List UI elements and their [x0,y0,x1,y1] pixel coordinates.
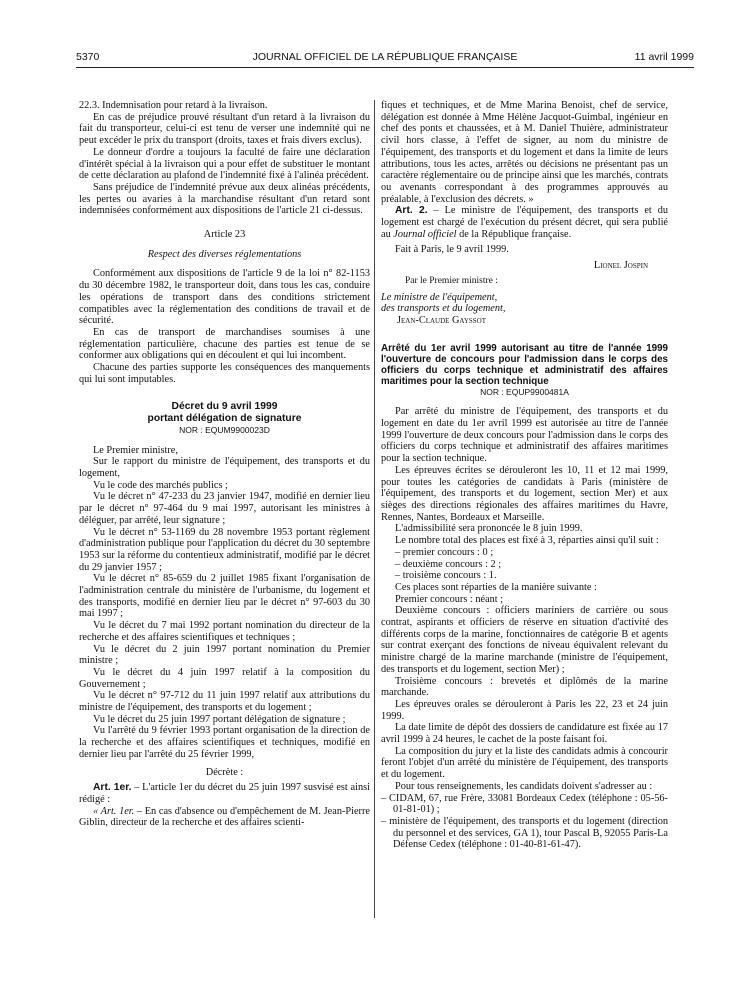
right-column [381,100,668,851]
paragraph: En cas de transport de marchandises soumises à une réglementation particulière, chacune des parties est tenue de se conformer aux obligations qui en découlent et qui lui incombent. [79,326,370,362]
paragraph: Conformément aux dispositions de l'article 9 de la loi n° 82-1153 du 30 décembre 1982, le transporteur doit, dans tous les cas, conduire les opérations de transport dans des conditions strictement compatibles avec la réglementation des conditions de travail et de sécurité. [79,268,370,327]
left-column [79,100,370,829]
visa: Vu le code des marchés publics ; [93,479,228,491]
paragraph: Par arrêté du ministre de l'équipement, des transports et du logement en date du 1er avril 1999 est autorisée au titre de l'année 1999 l'ouverture de deux concours pour l'admission dans le corps des officiers du corps technique et administratif des affaires maritimes pour la section technique. [381,406,668,465]
list-item: – CIDAM, 67, rue Frère, 33081 Bordeaux Cedex (téléphone : 05-56-01-81-01) ; [381,792,668,816]
decree-title: Décret du 9 avril 1999 [171,401,278,413]
article-1-quote [79,806,370,829]
paragraph: Les épreuves orales se dérouleront à Paris les 22, 23 et 24 juin 1999. [381,698,668,722]
article-1-label: Art. 1er. [93,782,132,794]
list-item: – ministère de l'équipement, des transports et du logement (direction du personnel et des services, GA 1), tour Pascal B, 92055 Paris-La Défense Cedex (téléphone : 01-40-81-61-47). [381,815,668,851]
visa: Vu le décret du 7 mai 1992 portant nomination du directeur de la recherche et des affaires scientifiques et techniques ; [79,620,370,643]
par-le-premier-ministre: Par le Premier ministre : [405,275,498,286]
article-1-text: – L'article 1er du décret du 25 juin 1997 susvisé est ainsi rédigé : [79,782,370,805]
issue-date: 11 avril 1999 [634,51,694,63]
paragraph: Premier concours : néant ; [395,593,504,605]
header-rule [76,67,694,68]
paragraph: Sans préjudice de l'indemnité prévue aux deux alinéas précédents, les pertes ou avaries à la marchandise résultant d'un retard sont indemnisées conformément aux dispositions de l'article 21 ci-dessus. [79,181,370,217]
decrete-label: Décrète : [205,766,244,778]
visa: Vu le décret n° 53-1169 du 28 novembre 1953 portant règlement d'administration publique pour l'application du décret du 30 septembre 1953 sur la réforme du contentieux administratif, modifié par le décret du 29 janvier 1957 ; [79,526,370,573]
paragraph: La composition du jury et la liste des candidats admis à concourir feront l'objet d'un arrêté du ministère de l'équipement, des transports et du logement. [381,745,668,781]
paragraph: Les épreuves écrites se dérouleront les 10, 11 et 12 mai 1999, pour toutes les catégories de candidats à Paris (ministère de l'équipement, des transports et du logement, section Mer) et aux sièges des directions régionales des affaires maritimes du Havre, Rennes, Nantes, Bordeaux et Marseille. [381,464,668,523]
paragraph: Le donneur d'ordre a toujours la faculté de faire une déclaration d'intérêt spécial à la livraison qui a pour effet de substituer le montant de cette déclaration au plafond de l'indemnité fixé à l'alinéa précédent. [79,146,370,182]
paragraph: Pour tous renseignements, les candidats doivent s'adresser au : [395,780,653,792]
page-number: 5370 [76,51,100,63]
visa: Vu le décret n° 47-233 du 23 janvier 1947, modifié en dernier lieu par le décret n° 97-464 du 9 mai 1997, autorisant les ministres à déléguer, par arrêté, leur signature ; [79,491,370,526]
journal-title: JOURNAL OFFICIEL DE LA RÉPUBLIQUE FRANÇAISE [252,51,518,63]
section-22-3-title: 22.3. Indemnisation pour retard à la livraison. [79,100,268,111]
arrete-nor: NOR : EQUP9900481A [480,386,569,397]
journal-officiel-ref: Journal officiel [393,228,457,240]
paragraph: Ces places sont réparties de la manière suivante : [395,581,597,593]
minister-name: Jean-Claude Gayssot [397,314,487,326]
article-23-heading: Article 23 [203,229,246,241]
visa: Vu le décret du 25 juin 1997 portant délégation de signature ; [93,713,346,725]
paragraph: L'admissibilité sera prononcée le 8 juin 1999. [395,523,583,535]
paragraph: Chacune des parties supporte les conséquences des manquements qui lui sont imputables. [79,362,370,385]
visa: Vu le décret du 4 juin 1997 relatif à la composition du Gouvernement ; [79,666,370,690]
decree-nor: NOR : EQUM9900023D [179,424,270,435]
page-header [76,51,694,67]
article-1 [79,782,370,805]
minister-title-1: Le ministre de l'équipement, [381,291,498,303]
list-item: – deuxième concours : 2 ; [395,558,502,570]
arrete-title: Arrêté du 1er avril 1999 autorisant au titre de l'année 1999 l'ouverture de concours pour l'admission dans le corps des officiers du corps technique et administratif des affaires maritimes pour la section technique [381,342,668,387]
visa: Sur le rapport du ministre de l'équipement, des transports et du logement, [79,456,370,479]
decree-subtitle: portant délégation de signature [147,413,302,425]
article-1-quote-text: – En cas d'absence ou d'empêchement de M. Jean-Pierre Giblin, directeur de la recherche et des affaires scienti- [79,805,370,829]
paragraph: Deuxième concours : officiers mariniers de carrière ou sous contrat, aspirants et officiers de réserve en situation d'activité des différents corps de la marine, fonctionnaires de catégorie B et agents sur contrat exerçant des fonctions de niveau équivalent relevant du ministre chargé de la marine marchande (ministre de l'équipement, des transports et du logement, section Mer) ; [381,605,668,675]
article-2-label: Art. 2. [395,205,428,217]
paragraph: Troisième concours : brevetés et diplômés de la marine marchande. [381,675,668,699]
column-separator [374,100,375,918]
paragraph: Le nombre total des places est fixé à 3, réparties ainsi qu'il suit : [395,535,659,547]
visa: Vu le décret n° 97-712 du 11 juin 1997 relatif aux attributions du ministre de l'équipement, des transports et du logement ; [79,690,370,714]
article-2-text-end: de la République française. [456,228,572,240]
visa: Le Premier ministre, [93,444,178,456]
article-2 [381,205,668,240]
visa: Vu le décret n° 85-659 du 2 juillet 1985 fixant l'organisation de l'administration centrale du ministère de l'urbanisme, du logement et des transports, modifié en dernier lieu par le décret n° 97-603 du 30 mai 1997 ; [79,573,370,620]
list-item: – premier concours : 0 ; [395,546,494,558]
article-1-quote-label: « Art. 1er. [93,805,135,817]
article-2-text: – Le ministre de l'équipement, des transports et du logement est chargé de l'exécution du présent décret, qui sera publié au [381,205,668,240]
fait-a-paris: Fait à Paris, le 9 avril 1999. [395,244,509,256]
paragraph: fiques et techniques, et de Mme Marina Benoist, chef de service, délégation est donnée à Mme Hélène Jacquot-Guimbal, ingénieur en chef des ponts et chaussées, et à M. Daniel Thuière, administrateur civil hors classe, à l'effet de signer, au nom du ministre de l'équipement, des transports et du logement et dans la limite de leurs attributions, tous les actes, arrêtés ou décisions ne présentant pas un caractère réglementaire ou de principe ainsi que les marchés, contrats ou avenants correspondant à des programmes approuvés au préalable, à l'exclusion des décrets. » [381,100,668,205]
list-item: – troisième concours : 1. [395,570,497,582]
article-23-subtitle: Respect des diverses réglementations [147,248,302,260]
signatory: Lionel Jospin [593,260,648,272]
paragraph: En cas de préjudice prouvé résultant d'un retard à la livraison du fait du transporteur, celui-ci est tenu de verser une indemnité qui ne peut excéder le prix du transport (droits, taxes et frais divers exclus). [79,111,370,147]
visa: Vu le décret du 2 juin 1997 portant nomination du Premier ministre ; [79,643,370,667]
paragraph: La date limite de dépôt des dossiers de candidature est fixée au 17 avril 1999 à 24 heures, le cachet de la poste faisant foi. [381,722,668,746]
visa: Vu l'arrêté du 9 février 1993 portant organisation de la direction de la recherche et des affaires scientifiques et techniques, modifié en dernier lieu par l'arrêté du 25 février 1999, [79,725,370,760]
minister-title-2: des transports et du logement, [381,303,506,315]
